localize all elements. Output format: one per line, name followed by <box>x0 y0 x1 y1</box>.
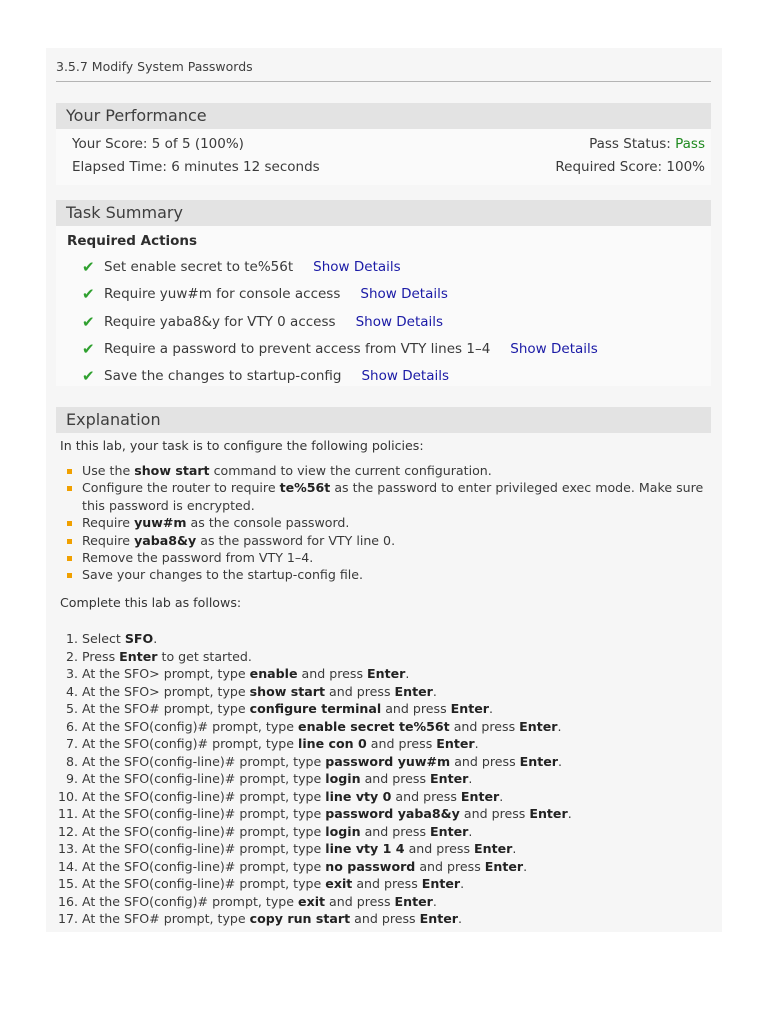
required-score-text: Required Score: 100% <box>555 159 705 175</box>
emphasis-text: line vty 0 <box>325 788 392 804</box>
step-item: 6. At the SFO(config)# prompt, type enable secret te%56t and press Enter. <box>82 718 712 736</box>
explanation-heading: Explanation <box>56 407 711 433</box>
emphasis-text: Enter <box>430 771 469 786</box>
emphasis-text: Enter <box>484 858 524 874</box>
show-details-link[interactable]: Show Details <box>361 368 450 385</box>
explanation-intro: In this lab, your task is to configure the following policies: <box>60 438 424 453</box>
emphasis-text: line con 0 <box>298 736 367 751</box>
show-details-link[interactable]: Show Details <box>510 340 598 357</box>
performance-heading: Your Performance <box>56 103 711 129</box>
task-summary-heading: Task Summary <box>56 200 711 226</box>
emphasis-text: Enter <box>394 893 433 909</box>
step-item: 8. At the SFO(config-line)# prompt, type password yuw#m and press Enter. <box>82 753 712 771</box>
step-item: 2. Press Enter to get started. <box>82 648 712 666</box>
emphasis-text: Enter <box>460 788 500 804</box>
elapsed-time-text: Elapsed Time: 6 minutes 12 seconds <box>72 159 320 175</box>
policy-item: Use the show start command to view the current configuration. <box>82 462 712 479</box>
emphasis-text: Enter <box>450 701 489 716</box>
checkmark-icon: ✔ <box>82 285 95 304</box>
required-action-row <box>82 285 448 303</box>
step-item: 9. At the SFO(config-line)# prompt, type login and press Enter. <box>82 770 712 788</box>
policy-item: Require yaba8&y as the password for VTY line 0. <box>82 532 712 549</box>
policy-item: Remove the password from VTY 1–4. <box>82 549 712 566</box>
required-actions-label: Required Actions <box>67 233 198 249</box>
required-action-label: Set enable secret to te%56t <box>104 259 294 275</box>
emphasis-text: Enter <box>367 666 406 681</box>
step-item: 10. At the SFO(config-line)# prompt, type line vty 0 and press Enter. <box>82 788 712 806</box>
checkmark-icon: ✔ <box>82 367 95 386</box>
pass-status-value: Pass <box>675 136 705 152</box>
step-item: 14. At the SFO(config-line)# prompt, type no password and press Enter. <box>82 858 712 876</box>
emphasis-text: te%56t <box>279 480 331 496</box>
required-action-row <box>82 340 598 358</box>
policy-list <box>60 462 712 584</box>
checkmark-icon: ✔ <box>82 339 95 358</box>
title-divider <box>56 81 711 82</box>
emphasis-text: Enter <box>529 806 568 821</box>
pass-status <box>589 136 705 152</box>
emphasis-text: configure terminal <box>249 701 382 716</box>
emphasis-text: exit <box>325 876 353 891</box>
emphasis-text: Enter <box>419 911 458 926</box>
emphasis-text: no password <box>325 858 416 874</box>
task-summary-panel <box>56 226 711 386</box>
emphasis-text: enable <box>249 666 298 681</box>
required-action-row <box>82 258 401 276</box>
emphasis-text: exit <box>298 893 326 909</box>
score-text: Your Score: 5 of 5 (100%) <box>72 136 244 152</box>
emphasis-text: password yuw#m <box>325 753 451 769</box>
emphasis-text: show start <box>249 683 326 699</box>
emphasis-text: line vty 1 4 <box>325 841 405 856</box>
emphasis-text: yuw#m <box>134 515 187 531</box>
emphasis-text: Enter <box>519 718 558 734</box>
show-details-link[interactable]: Show Details <box>313 259 401 275</box>
emphasis-text: enable secret te%56t <box>298 718 450 734</box>
required-action-row <box>82 367 449 385</box>
emphasis-text: Enter <box>519 753 558 769</box>
show-details-link[interactable]: Show Details <box>360 286 448 303</box>
step-item: 16. At the SFO(config)# prompt, type exit and press Enter. <box>82 893 712 911</box>
policy-item: Require yuw#m as the console password. <box>82 514 712 531</box>
step-item: 1. Select SFO. <box>82 630 712 648</box>
emphasis-text: Enter <box>119 648 158 664</box>
emphasis-text: Enter <box>430 823 469 839</box>
emphasis-text: yaba8&y <box>134 532 197 548</box>
step-item: 5. At the SFO# prompt, type configure terminal and press Enter. <box>82 700 712 718</box>
checkmark-icon: ✔ <box>82 312 95 331</box>
emphasis-text: Enter <box>436 736 475 751</box>
step-item: 7. At the SFO(config)# prompt, type line con 0 and press Enter. <box>82 735 712 753</box>
emphasis-text: login <box>325 771 361 786</box>
complete-lab-intro: Complete this lab as follows: <box>60 595 242 610</box>
step-item: 4. At the SFO> prompt, type show start and press Enter. <box>82 683 712 701</box>
policy-item: Save your changes to the startup-config file. <box>82 566 712 583</box>
steps-list <box>60 630 712 928</box>
required-action-label: Require a password to prevent access from VTY lines 1–4 <box>104 340 491 357</box>
required-action-label: Save the changes to startup-config <box>104 368 342 385</box>
emphasis-text: Enter <box>421 876 461 891</box>
step-item: 17. At the SFO# prompt, type copy run start and press Enter. <box>82 910 712 928</box>
step-item: 15. At the SFO(config-line)# prompt, type exit and press Enter. <box>82 875 712 893</box>
step-item: 3. At the SFO> prompt, type enable and press Enter. <box>82 665 712 683</box>
checkmark-icon: ✔ <box>82 258 95 276</box>
performance-panel <box>56 129 711 185</box>
required-action-label: Require yuw#m for console access <box>104 286 341 303</box>
lab-title: 3.5.7 Modify System Passwords <box>56 59 253 74</box>
required-action-label: Require yaba8&y for VTY 0 access <box>104 313 336 330</box>
emphasis-text: show start <box>134 463 210 478</box>
pass-status-label: Pass Status: <box>589 136 676 152</box>
step-item: 12. At the SFO(config-line)# prompt, type login and press Enter. <box>82 823 712 841</box>
emphasis-text: password yaba8&y <box>325 806 460 821</box>
emphasis-text: SFO <box>124 631 154 646</box>
emphasis-text: Enter <box>474 841 513 856</box>
step-item: 11. At the SFO(config-line)# prompt, type password yaba8&y and press Enter. <box>82 805 712 823</box>
emphasis-text: Enter <box>394 683 433 699</box>
lab-report-page <box>46 48 722 932</box>
policy-item: Configure the router to require te%56t as the password to enter privileged exec mode. Make sure this password is encrypted. <box>82 479 712 514</box>
step-item: 13. At the SFO(config-line)# prompt, type line vty 1 4 and press Enter. <box>82 840 712 858</box>
emphasis-text: copy run start <box>249 911 351 926</box>
show-details-link[interactable]: Show Details <box>355 313 444 330</box>
required-action-row <box>82 313 443 331</box>
emphasis-text: login <box>325 823 361 839</box>
